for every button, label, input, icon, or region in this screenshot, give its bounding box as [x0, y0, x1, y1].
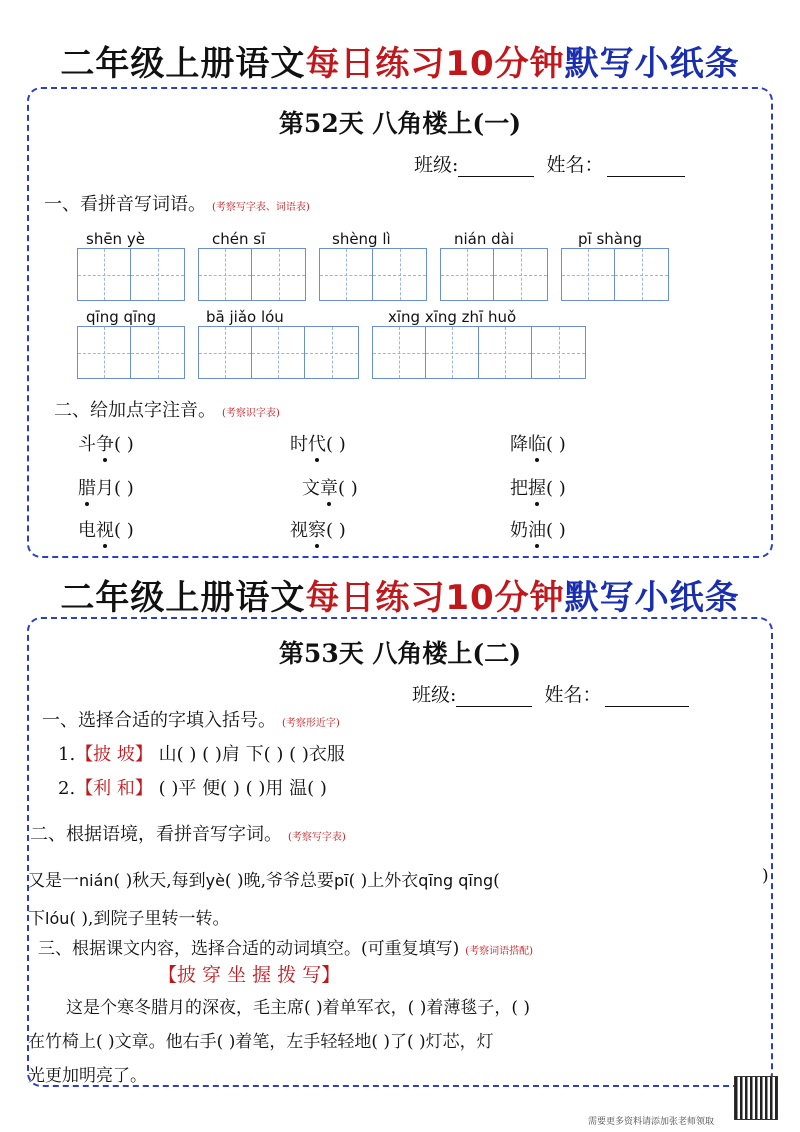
annotate-item[interactable]: 视察( ) — [290, 520, 346, 541]
section-title-annotate — [54, 396, 280, 422]
section-title-pinyin-words — [44, 190, 310, 216]
section-note: (考察形近字) — [282, 717, 340, 729]
section-title-choose-char — [42, 706, 340, 732]
section-text: 二、根据语境，看拼音写字词。 — [30, 824, 282, 845]
day-title-52: 第52天 八角楼上(一) — [278, 109, 522, 138]
class-blank[interactable] — [458, 158, 534, 177]
banner-blue: 默写小纸条 — [564, 578, 740, 618]
writing-grid[interactable] — [319, 248, 427, 301]
banner-title-2 — [0, 570, 800, 619]
class-name-fields-1 — [414, 150, 685, 177]
pinyin-label: xīng xīng zhī huǒ — [388, 308, 517, 326]
paragraph-line-3[interactable]: 光更加明亮了。 — [28, 1066, 147, 1086]
writing-grid[interactable] — [198, 326, 359, 379]
pinyin-label: pī shàng — [578, 230, 642, 248]
day-title-53: 第53天 八角楼上(二) — [278, 639, 522, 668]
section-note: (考察词语搭配) — [465, 946, 534, 957]
question-blanks: 山( ) ( )肩 下( ) ( )衣服 — [158, 744, 345, 765]
writing-grid[interactable] — [77, 326, 185, 379]
choice-chars: 【披 坡】 — [75, 744, 153, 765]
question-blanks: ( )平 便( ) ( )用 温( ) — [158, 778, 327, 799]
annotate-item[interactable]: 腊月( ) — [78, 478, 134, 499]
section-note: (考察写字表) — [288, 831, 346, 843]
context-line-1-end: ) — [762, 866, 769, 886]
writing-grid[interactable] — [372, 326, 586, 379]
banner-title-1 — [0, 36, 800, 85]
annotate-item[interactable]: 把握( ) — [510, 478, 566, 499]
annotate-item[interactable]: 时代( ) — [290, 434, 346, 455]
writing-grid[interactable] — [561, 248, 669, 301]
section-note: (考察写字表、词语表) — [212, 201, 310, 213]
paragraph-line-2[interactable]: 在竹椅上( )文章。他右手( )着笔，左手轻轻地( )了( )灯芯，灯 — [28, 1032, 494, 1052]
question-2[interactable] — [58, 774, 327, 800]
context-line-1[interactable]: 又是一nián( )秋天,每到yè( )晚,爷爷总要pī( )上外衣qīng qīng( — [28, 871, 500, 891]
qr-code-icon — [734, 1076, 778, 1120]
section-title-verbs — [38, 934, 533, 959]
pinyin-label: bā jiǎo lóu — [206, 308, 284, 326]
banner-red: 每日练习10分钟 — [305, 578, 565, 618]
class-label: 班级: — [412, 684, 457, 706]
banner-red: 每日练习10分钟 — [305, 44, 565, 84]
name-blank[interactable] — [605, 688, 689, 707]
pinyin-label: chén sī — [212, 230, 266, 248]
banner-black: 二年级上册语文 — [60, 578, 306, 618]
section-text: 二、给加点字注音。 — [54, 400, 216, 421]
banner-black: 二年级上册语文 — [60, 44, 306, 84]
writing-grid[interactable] — [198, 248, 306, 301]
question-number: 2. — [58, 778, 76, 799]
name-blank[interactable] — [607, 158, 685, 177]
section-title-context-write — [30, 820, 346, 846]
section-note: (考察识字表) — [222, 407, 280, 419]
question-1[interactable] — [58, 740, 345, 766]
writing-grid[interactable] — [440, 248, 548, 301]
paragraph-line-1[interactable]: 这是个寒冬腊月的深夜，毛主席( )着单军衣，( )着薄毯子，( ) — [66, 998, 531, 1018]
context-line-2[interactable]: 下lóu( ),到院子里转一转。 — [28, 909, 230, 929]
name-label: 姓名： — [546, 154, 604, 176]
section-text: 一、选择合适的字填入括号。 — [42, 710, 276, 731]
pinyin-label: nián dài — [454, 230, 515, 248]
pinyin-label: qīng qīng — [86, 308, 157, 326]
section-text: 三、根据课文内容，选择合适的动词填空。(可重复填写) — [38, 939, 460, 959]
annotate-item[interactable]: 电视( ) — [78, 520, 134, 541]
annotate-item[interactable]: 降临( ) — [510, 434, 566, 455]
class-name-fields-2 — [412, 680, 689, 707]
name-label: 姓名： — [544, 684, 602, 706]
class-blank[interactable] — [456, 688, 532, 707]
annotate-item[interactable]: 文章( ) — [302, 478, 358, 499]
annotate-item[interactable]: 斗争( ) — [78, 434, 134, 455]
footer-note: 需要更多资料请添加张老师领取 — [588, 1117, 715, 1127]
verb-choices: 【披 穿 坐 握 拨 写】 — [158, 964, 341, 986]
pinyin-label: shēn yè — [86, 230, 145, 248]
choice-chars: 【利 和】 — [75, 778, 153, 799]
banner-blue: 默写小纸条 — [564, 44, 740, 84]
class-label: 班级: — [414, 154, 459, 176]
section-text: 一、看拼音写词语。 — [44, 194, 206, 215]
question-number: 1. — [58, 744, 76, 765]
pinyin-label: shèng lì — [332, 230, 391, 248]
writing-grid[interactable] — [77, 248, 185, 301]
annotate-item[interactable]: 奶油( ) — [510, 520, 566, 541]
